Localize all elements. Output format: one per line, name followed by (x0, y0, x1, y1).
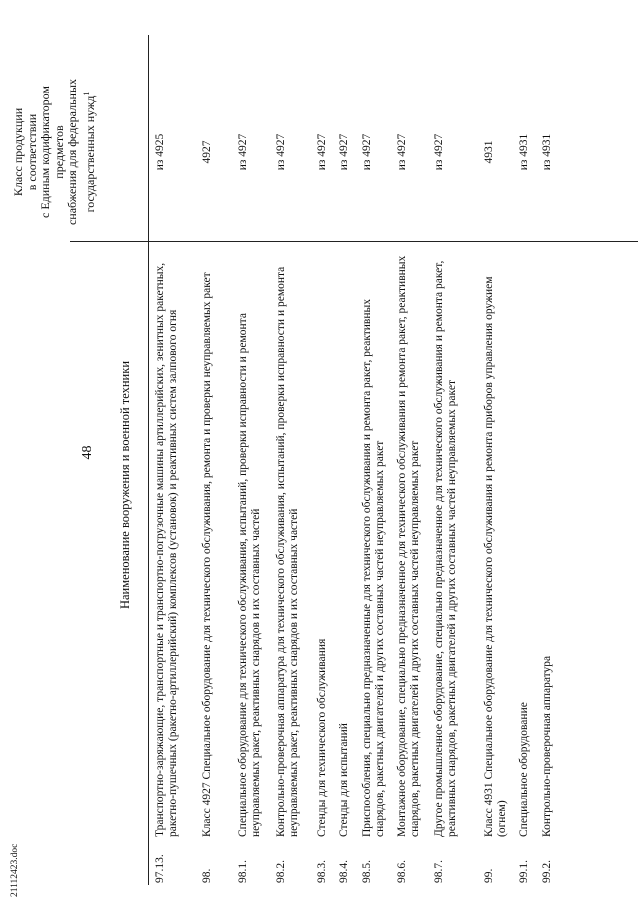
row-name: Другое промышленное оборудование, специально предназначенное для технического обслуживания и ремонта ракет, реактивных снарядов, ракетных двигателей и других составных частей неуправляемых ракет (433, 260, 458, 837)
class-header-line-5 (80, 67, 98, 237)
row-number: 98.4. (338, 860, 350, 883)
row-name: Специальное оборудование для технического обслуживания, испытаний, проверки исправности и ремонта неуправляемых ракет, реактивных снарядов и их составных частей (237, 313, 262, 837)
row-name: Монтажное оборудование, специально предназначенное для технического обслуживания и ремонта ракет, реактивных снарядов, ракетных двигателей и других составных частей неуправляемых ракет (396, 255, 421, 837)
row-number: 98.3. (316, 860, 328, 883)
footnote-marker: 1 (81, 91, 91, 96)
row-class: из 4927 (237, 133, 249, 171)
row-name: Контрольно-проверочная аппаратура для технического обслуживания, испытаний, проверки исправности и ремонта неуправляемых ракет, реактивных снарядов и их составных частей (275, 266, 300, 837)
row-number: 98.7. (433, 860, 445, 883)
row-class: из 4925 (154, 133, 166, 171)
footer-filename: 21112423.doc (10, 843, 20, 897)
row-name: Стенды для испытаний (338, 723, 350, 837)
class-header-line-1: Класс продукции (11, 107, 25, 197)
column-divider (70, 241, 638, 242)
class-header-line-2: в соответствии (24, 113, 39, 191)
row-class: из 4931 (541, 133, 553, 171)
row-number: 97.13. (154, 854, 166, 883)
row-name: Специальное оборудование (518, 702, 530, 837)
row-class: 4931 (483, 140, 495, 164)
row-class: из 4927 (338, 133, 350, 171)
row-number: 98.2. (275, 860, 287, 883)
row-class: из 4927 (396, 133, 408, 171)
row-name: Класс 4927 Специальное оборудование для технического обслуживания, ремонта и проверки неуправляемых ракет (201, 272, 213, 837)
row-class: из 4927 (275, 133, 287, 171)
column-header-name: Наименование вооружения и военной техники (118, 360, 132, 610)
row-number: 98.6. (396, 860, 408, 883)
row-class: из 4927 (361, 133, 373, 171)
row-name: Приспособления, специально предназначенные для технического обслуживания и ремонта ракет, реактивных снарядов, ракетных двигателей и других составных частей неуправляемых ракет (361, 299, 386, 837)
column-header-class (12, 67, 97, 237)
header-rule (148, 35, 149, 885)
row-class: 4927 (201, 140, 213, 164)
row-number: 99.1. (518, 860, 530, 883)
class-header-line-5-text: государственных нужд (82, 95, 97, 213)
row-class: из 4931 (518, 133, 530, 171)
class-header-line-4: снабжения для федеральных (65, 78, 79, 226)
row-number: 99.2. (541, 860, 553, 883)
row-number: 99. (483, 868, 495, 883)
row-name: Транспортно-заряжающие, транспортные и транспортно-погрузочные машины артиллерийских, зенитных ракетных, ракетно-пушечных (ракетно-артиллерийский) комплексов (установок) и реактивных систем залпового огня (154, 262, 179, 837)
row-number: 98.1. (237, 860, 249, 883)
row-number: 98. (201, 868, 213, 883)
row-name: Контрольно-проверочная аппаратура (541, 655, 553, 837)
row-number: 98.5. (361, 860, 373, 883)
class-header-line-3: с Единым кодификатором предметов (38, 86, 66, 218)
row-class: из 4927 (433, 133, 445, 171)
page-number: 48 (80, 445, 95, 460)
row-name: Стенды для технического обслуживания (316, 638, 328, 837)
row-name: Класс 4931 Специальное оборудование для технического обслуживания и ремонта приборов управления оружием (огнем) (483, 276, 508, 837)
row-class: из 4927 (316, 133, 328, 171)
